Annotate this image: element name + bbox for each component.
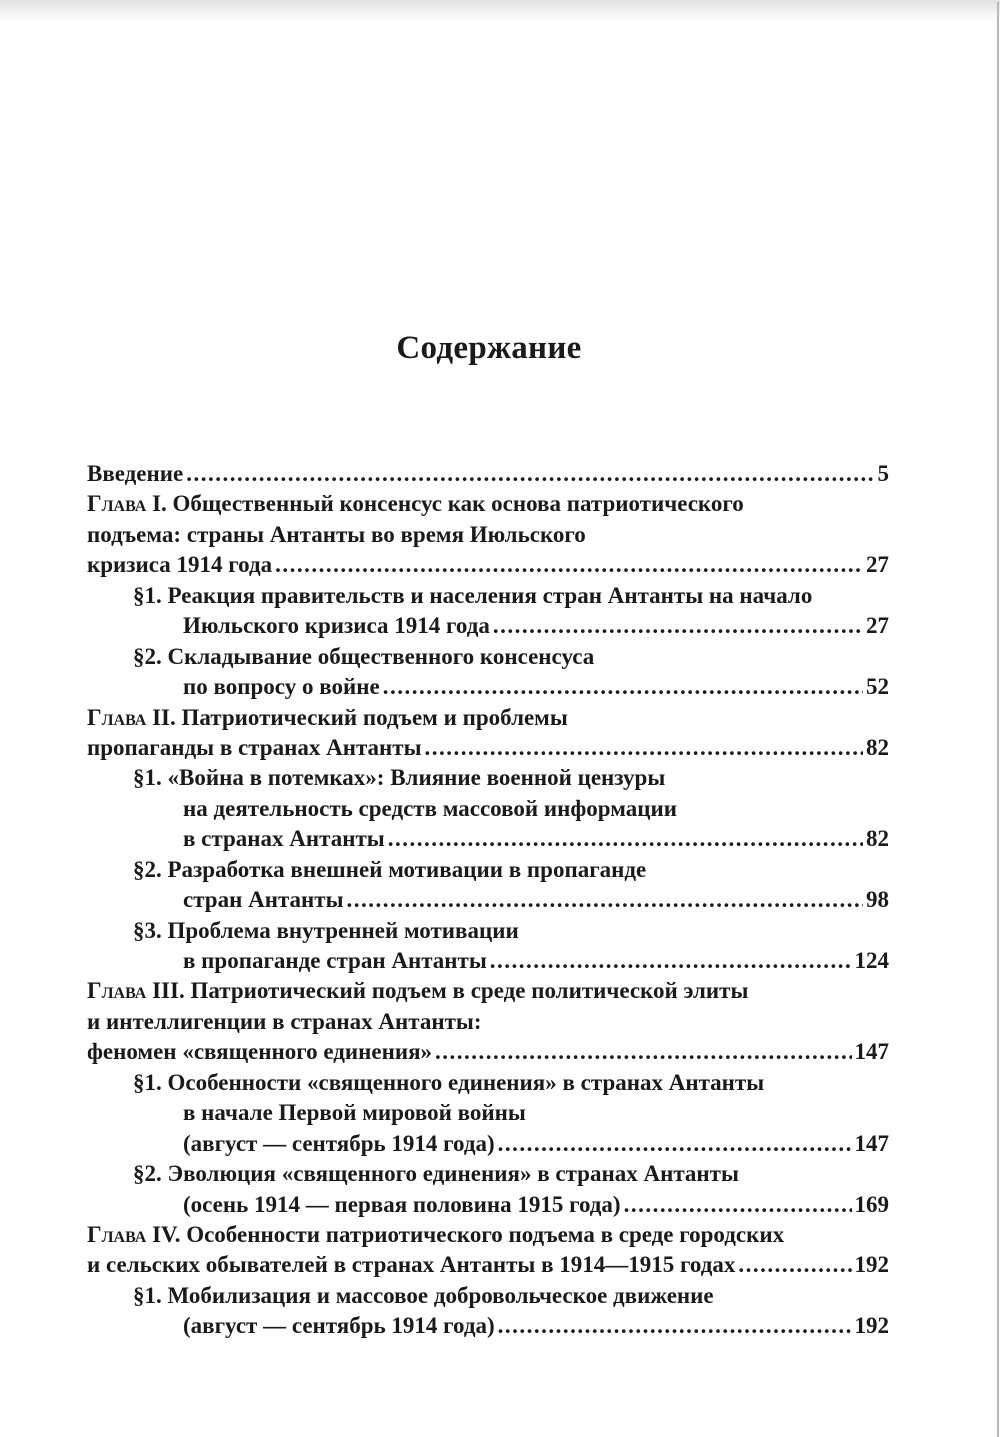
toc-line-text: §2. Разработка внешней мотивации в пропаганде: [133, 856, 647, 882]
dot-leader: [388, 824, 863, 854]
toc-line: [87, 1220, 889, 1250]
page-number: 124: [854, 948, 889, 973]
dot-leader: [383, 672, 863, 702]
toc-line-text: Июльского кризиса 1914 года: [183, 613, 490, 639]
page-number: 192: [854, 1313, 889, 1339]
page-number: 52: [866, 674, 889, 700]
toc-line-text: и сельских обывателей в странах Антанты в 1914—1915 годах: [87, 1252, 736, 1278]
top-shadow: [0, 0, 1000, 22]
toc-line: [87, 1250, 889, 1280]
toc-chapter-entry[interactable]: [87, 1220, 889, 1281]
toc-line-text: и интеллигенции в странах Антанты:: [87, 1008, 482, 1034]
toc-line: [87, 581, 889, 611]
toc-line-text: §1. Мобилизация и массовое добровольческое движение: [133, 1282, 714, 1308]
dot-leader: [624, 1190, 852, 1220]
toc-line-text: в странах Антанты: [183, 826, 385, 852]
toc-line-text: §2. Складывание общественного консенсуса: [133, 643, 595, 669]
toc-line: [87, 520, 889, 550]
table-of-contents: [87, 459, 889, 1342]
dot-leader: [435, 1037, 851, 1067]
toc-line: [87, 550, 889, 580]
page-number: 27: [866, 613, 889, 639]
toc-line: [87, 824, 889, 854]
toc-chapter-entry[interactable]: [87, 703, 889, 764]
chapter-label: Глава: [87, 1221, 147, 1247]
toc-line: [87, 642, 889, 672]
toc-line-text: феномен «священного единения»: [87, 1039, 433, 1065]
page-number: 82: [866, 734, 889, 760]
toc-line-text: §3. Проблема внутренней мотивации: [133, 917, 519, 943]
toc-section-entry[interactable]: [87, 581, 889, 642]
toc-line-text: пропаганды в странах Антанты: [87, 734, 422, 760]
dot-leader: [493, 611, 863, 641]
page-number: 82: [866, 826, 889, 852]
toc-line-text: стран Антанты: [183, 887, 344, 913]
toc-section-entry[interactable]: [87, 642, 889, 703]
toc-section-entry[interactable]: [87, 916, 889, 977]
page-number: 27: [866, 552, 889, 578]
toc-line: [87, 1098, 889, 1128]
page-number: 192: [854, 1252, 889, 1278]
toc-line: [87, 1007, 889, 1037]
page-edge: [997, 2, 999, 1437]
toc-line: [87, 946, 889, 976]
dot-leader: [498, 1311, 852, 1341]
toc-line-text: §1. Особенности «священного единения» в странах Антанты: [133, 1069, 765, 1095]
toc-line: [87, 1037, 889, 1067]
toc-line-text: по вопросу о войне: [183, 674, 380, 700]
toc-section-entry[interactable]: [87, 1281, 889, 1342]
toc-line-text: Введение: [87, 461, 184, 486]
toc-line: [87, 976, 889, 1006]
dot-leader: [490, 946, 852, 976]
toc-line-text: III. Патриотический подъем в среде политической элиты: [146, 978, 749, 1004]
toc-section-entry[interactable]: [87, 1159, 889, 1220]
toc-line: [87, 916, 889, 946]
page-number: 147: [854, 1130, 889, 1156]
toc-section-entry[interactable]: [87, 763, 889, 854]
toc-line-text: в пропаганде стран Антанты: [183, 948, 487, 973]
toc-line: [87, 1281, 889, 1311]
toc-line: [87, 1159, 889, 1189]
toc-line: [87, 611, 889, 641]
dot-leader: [347, 885, 863, 915]
toc-line: [87, 489, 889, 519]
page-number: 169: [854, 1191, 889, 1217]
toc-line: [87, 1068, 889, 1098]
toc-line-text: (осень 1914 — первая половина 1915 года): [183, 1191, 621, 1217]
toc-section-entry[interactable]: [87, 1068, 889, 1159]
dot-leader: [275, 550, 863, 580]
toc-chapter-entry[interactable]: [87, 459, 889, 489]
toc-line: [87, 763, 889, 793]
toc-line-text: (август — сентябрь 1914 года): [183, 1130, 495, 1156]
page-title: Содержание: [396, 330, 582, 366]
dot-leader: [498, 1129, 852, 1159]
toc-line-text: II. Патриотический подъем и проблемы: [146, 704, 568, 730]
toc-line-text: кризиса 1914 года: [87, 552, 273, 578]
chapter-label: Глава: [87, 704, 147, 730]
toc-line: [87, 1190, 889, 1220]
toc-line: [87, 672, 889, 702]
toc-line: [87, 459, 889, 489]
toc-line: [87, 733, 889, 763]
toc-line-text: на деятельность средств массовой информации: [183, 795, 677, 821]
chapter-label: Глава: [87, 978, 147, 1004]
toc-line-text: I. Общественный консенсус как основа патриотического: [146, 491, 744, 517]
toc-line: [87, 703, 889, 733]
toc-section-entry[interactable]: [87, 855, 889, 916]
toc-line: [87, 1129, 889, 1159]
toc-line-text: в начале Первой мировой войны: [183, 1100, 526, 1126]
toc-line-text: IV. Особенности патриотического подъема в среде городских: [146, 1221, 785, 1247]
chapter-label: Глава: [87, 491, 147, 517]
toc-chapter-entry[interactable]: [87, 489, 889, 580]
toc-line-text: (август — сентябрь 1914 года): [183, 1313, 495, 1339]
toc-line-text: §1. «Война в потемках»: Влияние военной цензуры: [133, 765, 666, 791]
page-number: 98: [866, 887, 889, 913]
dot-leader: [738, 1250, 851, 1280]
toc-line: [87, 794, 889, 824]
toc-line: [87, 855, 889, 885]
toc-line: [87, 1311, 889, 1341]
page-number: 147: [854, 1039, 889, 1065]
page-number: 5: [877, 461, 889, 486]
dot-leader: [425, 733, 863, 763]
toc-line-text: §2. Эволюция «священного единения» в странах Антанты: [133, 1161, 739, 1187]
toc-line: [87, 885, 889, 915]
toc-chapter-entry[interactable]: [87, 976, 889, 1067]
dot-leader: [186, 459, 874, 489]
toc-line-text: подъема: страны Антанты во время Июльского: [87, 521, 586, 547]
toc-line-text: §1. Реакция правительств и населения стран Антанты на начало: [133, 582, 813, 608]
